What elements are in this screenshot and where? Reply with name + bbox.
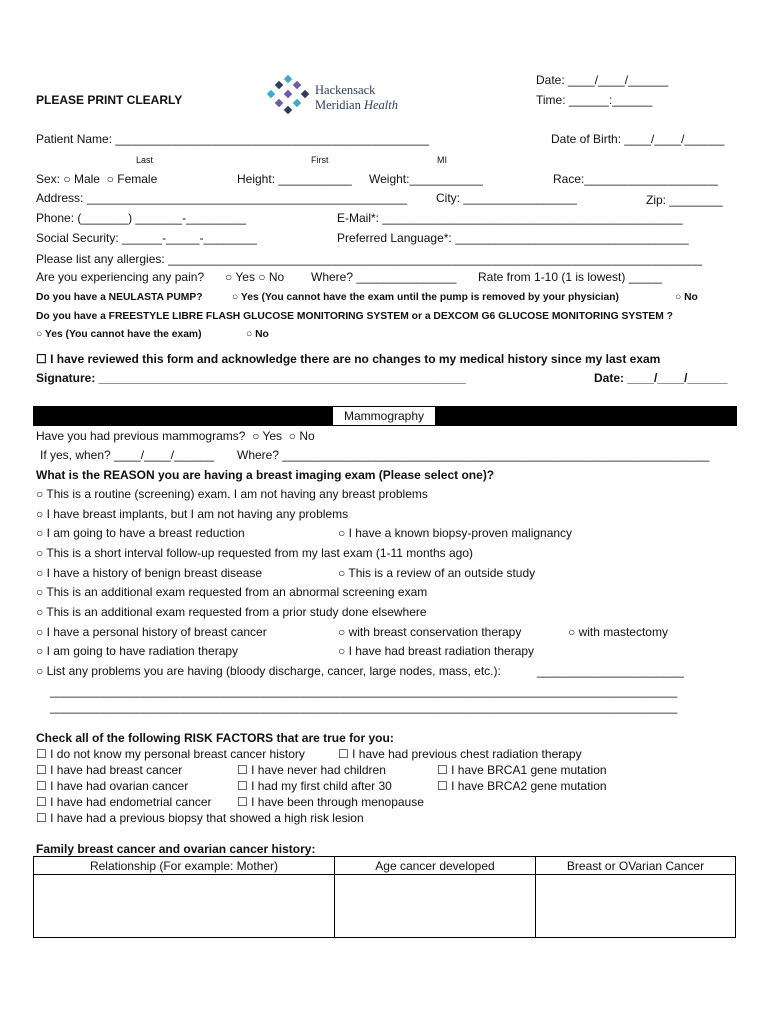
table-row bbox=[34, 875, 736, 938]
allergies-field[interactable]: Please list any allergies: ________________________________________________________________________________ bbox=[36, 252, 702, 266]
checkbox-icon: ☐ bbox=[36, 795, 47, 809]
radio-icon: ○ bbox=[258, 270, 266, 284]
dob-field[interactable]: Date of Birth: ____/____/______ bbox=[551, 132, 725, 146]
mi-caption: MI bbox=[437, 155, 447, 165]
radio-icon: ○ bbox=[63, 172, 71, 186]
female-radio[interactable]: ○ Female bbox=[106, 172, 158, 186]
family-cancer-type-cell[interactable] bbox=[536, 875, 736, 938]
radio-icon: ○ bbox=[36, 605, 44, 619]
checkbox-icon: ☐ bbox=[36, 763, 47, 777]
risk-checkbox-7[interactable]: ☐ I had my first child after 30 bbox=[237, 779, 392, 793]
logo-text-line1: Hackensack bbox=[315, 83, 376, 97]
checkbox-icon: ☐ bbox=[437, 779, 448, 793]
ssn-field[interactable]: Social Security: ______-_____-________ bbox=[36, 231, 257, 245]
language-field[interactable]: Preferred Language*: ___________________________________ bbox=[337, 231, 689, 245]
neulasta-question: Do you have a NEULASTA PUMP? bbox=[36, 292, 203, 303]
risk-factors-heading: Check all of the following RISK FACTORS that are true for you: bbox=[36, 731, 394, 745]
hackensack-logo bbox=[265, 74, 405, 120]
race-field[interactable]: Race:____________________ bbox=[553, 172, 718, 186]
last-name-caption: Last bbox=[136, 155, 154, 165]
radio-icon: ○ bbox=[225, 270, 233, 284]
reason-radio-8b[interactable]: ○ with breast conservation therapy bbox=[338, 625, 522, 639]
radio-icon: ○ bbox=[36, 664, 44, 678]
print-clearly-heading: PLEASE PRINT CLEARLY bbox=[36, 93, 183, 107]
reason-question: What is the REASON you are having a breast imaging exam (Please select one)? bbox=[36, 468, 495, 482]
prev-mammo-yes-radio[interactable]: ○ Yes bbox=[252, 429, 283, 443]
radio-icon: ○ bbox=[338, 566, 346, 580]
city-field[interactable]: City: _________________ bbox=[436, 191, 577, 205]
previous-mammogram-question: Have you had previous mammograms? ○ Yes ○ No bbox=[36, 429, 315, 443]
radio-icon: ○ bbox=[232, 292, 239, 303]
risk-checkbox-4[interactable]: ☐ I have never had children bbox=[237, 763, 386, 777]
risk-checkbox-6[interactable]: ☐ I have had ovarian cancer bbox=[36, 779, 189, 793]
family-relationship-cell[interactable] bbox=[34, 875, 335, 938]
reason-radio-9[interactable]: ○ I am going to have radiation therapy bbox=[36, 644, 239, 658]
reason-radio-1[interactable]: ○ This is a routine (screening) exam. I am not having any breast problems bbox=[36, 487, 428, 501]
checkbox-icon: ☐ bbox=[338, 747, 349, 761]
checkbox-icon: ☐ bbox=[36, 747, 47, 761]
logo-mark-icon bbox=[265, 74, 313, 120]
logo-text-line2: Meridian Health bbox=[315, 98, 398, 112]
prev-mammo-when-field[interactable]: If yes, when? ____/____/______ bbox=[40, 448, 215, 462]
neulasta-no-radio[interactable]: ○ No bbox=[675, 292, 698, 303]
neulasta-yes-radio[interactable]: ○ Yes (You cannot have the exam until the pump is removed by your physician) bbox=[232, 292, 619, 303]
reason-radio-10[interactable]: ○ List any problems you are having (bloody discharge, cancer, large nodes, mass, etc.): bbox=[36, 664, 501, 678]
pain-question: Are you experiencing any pain? bbox=[36, 270, 205, 284]
reason-radio-4[interactable]: ○ This is a short interval follow-up requested from my last exam (1-11 months ago) bbox=[36, 546, 473, 560]
address-field[interactable]: Address: ________________________________________________ bbox=[36, 191, 408, 205]
radio-icon: ○ bbox=[288, 429, 296, 443]
risk-checkbox-1[interactable]: ☐ I do not know my personal breast cancer history bbox=[36, 747, 305, 761]
sex-label: Sex: bbox=[36, 172, 61, 186]
signature-field[interactable]: Signature: _______________________________________________________ bbox=[36, 371, 466, 385]
family-col-relationship: Relationship (For example: Mother) bbox=[34, 857, 335, 875]
checkbox-icon: ☐ bbox=[36, 811, 47, 825]
glucose-question: Do you have a FREESTYLE LIBRE FLASH GLUCOSE MONITORING SYSTEM or a DEXCOM G6 GLUCOSE MONITORING SYSTEM ? bbox=[36, 311, 673, 322]
first-name-caption: First bbox=[311, 155, 329, 165]
prev-mammo-where-field[interactable]: Where? ________________________________________________________________ bbox=[237, 448, 710, 462]
problems-field[interactable]: ______________________ bbox=[537, 664, 684, 678]
radio-icon: ○ bbox=[338, 644, 346, 658]
reason-radio-8[interactable]: ○ I have a personal history of breast cancer bbox=[36, 625, 267, 639]
radio-icon: ○ bbox=[106, 172, 114, 186]
height-field[interactable]: Height: ___________ bbox=[237, 172, 352, 186]
glucose-yes-radio[interactable]: ○ Yes (You cannot have the exam) bbox=[36, 329, 202, 340]
email-field[interactable]: E-Mail*: _____________________________________________ bbox=[337, 211, 683, 225]
risk-checkbox-2[interactable]: ☐ I have had previous chest radiation therapy bbox=[338, 747, 582, 761]
radio-icon: ○ bbox=[36, 329, 43, 340]
time-field[interactable]: Time: ______:______ bbox=[536, 93, 653, 107]
radio-icon: ○ bbox=[338, 526, 346, 540]
radio-icon: ○ bbox=[246, 329, 253, 340]
radio-icon: ○ bbox=[252, 429, 260, 443]
family-col-cancer-type: Breast or OVarian Cancer bbox=[536, 857, 736, 875]
radio-icon: ○ bbox=[568, 625, 576, 639]
checkbox-icon: ☐ bbox=[237, 779, 248, 793]
mammography-heading: Mammography bbox=[332, 406, 436, 426]
risk-checkbox-5[interactable]: ☐ I have BRCA1 gene mutation bbox=[437, 763, 607, 777]
radio-icon: ○ bbox=[36, 546, 44, 560]
pain-no-radio[interactable]: ○ No bbox=[258, 270, 285, 284]
sex-row bbox=[36, 172, 157, 186]
reason-radio-7[interactable]: ○ This is an additional exam requested from a prior study done elsewhere bbox=[36, 605, 427, 619]
radio-icon: ○ bbox=[36, 507, 44, 521]
reason-radio-5b[interactable]: ○ This is a review of an outside study bbox=[338, 566, 536, 580]
pain-rate-field[interactable]: Rate from 1-10 (1 is lowest) _____ bbox=[478, 270, 663, 284]
risk-checkbox-10[interactable]: ☐ I have been through menopause bbox=[237, 795, 424, 809]
checkbox-icon: ☐ bbox=[237, 763, 248, 777]
reason-radio-3b[interactable]: ○ I have a known biopsy-proven malignancy bbox=[338, 526, 573, 540]
pain-options bbox=[225, 270, 284, 284]
checkbox-icon: ☐ bbox=[36, 352, 47, 366]
male-radio[interactable]: ○ Male bbox=[63, 172, 100, 186]
weight-field[interactable]: Weight:___________ bbox=[369, 172, 483, 186]
reason-radio-3[interactable]: ○ I am going to have a breast reduction bbox=[36, 526, 245, 540]
prev-mammo-no-radio[interactable]: ○ No bbox=[288, 429, 315, 443]
pain-where-field[interactable]: Where? _______________ bbox=[311, 270, 457, 284]
radio-icon: ○ bbox=[36, 487, 44, 501]
checkbox-icon: ☐ bbox=[36, 779, 47, 793]
risk-checkbox-11[interactable]: ☐ I have had a previous biopsy that showed a high risk lesion bbox=[36, 811, 364, 825]
radio-icon: ○ bbox=[36, 566, 44, 580]
reason-radio-2[interactable]: ○ I have breast implants, but I am not having any problems bbox=[36, 507, 349, 521]
risk-checkbox-8[interactable]: ☐ I have BRCA2 gene mutation bbox=[437, 779, 607, 793]
radio-icon: ○ bbox=[36, 526, 44, 540]
signature-date-field[interactable]: Date: ____/____/______ bbox=[594, 371, 728, 385]
reason-radio-9b[interactable]: ○ I have had breast radiation therapy bbox=[338, 644, 535, 658]
zip-field[interactable]: Zip: ________ bbox=[646, 193, 723, 207]
risk-checkbox-9[interactable]: ☐ I have had endometrial cancer bbox=[36, 795, 212, 809]
checkbox-icon: ☐ bbox=[437, 763, 448, 777]
reason-radio-8c[interactable]: ○ with mastectomy bbox=[568, 625, 668, 639]
family-col-age: Age cancer developed bbox=[335, 857, 536, 875]
reason-radio-6[interactable]: ○ This is an additional exam requested from an abnormal screening exam bbox=[36, 585, 428, 599]
problems-line-2[interactable]: ______________________________________________________________________________________________ bbox=[50, 700, 678, 714]
acknowledge-checkbox[interactable]: ☐ I have reviewed this form and acknowledge there are no changes to my medical history since my last exam bbox=[36, 352, 661, 366]
radio-icon: ○ bbox=[36, 644, 44, 658]
family-history-table bbox=[33, 856, 736, 938]
radio-icon: ○ bbox=[36, 585, 44, 599]
family-age-cell[interactable] bbox=[335, 875, 536, 938]
phone-field[interactable]: Phone: (_______) _______-_________ bbox=[36, 211, 247, 225]
patient-name-field[interactable]: Patient Name: _______________________________________________ bbox=[36, 132, 430, 146]
risk-checkbox-3[interactable]: ☐ I have had breast cancer bbox=[36, 763, 183, 777]
radio-icon: ○ bbox=[36, 625, 44, 639]
date-field[interactable]: Date: ____/____/______ bbox=[536, 73, 669, 87]
radio-icon: ○ bbox=[338, 625, 346, 639]
radio-icon: ○ bbox=[675, 292, 682, 303]
checkbox-icon: ☐ bbox=[237, 795, 248, 809]
problems-line-1[interactable]: ______________________________________________________________________________________________ bbox=[50, 684, 678, 698]
family-history-heading: Family breast cancer and ovarian cancer history: bbox=[36, 842, 316, 856]
glucose-no-radio[interactable]: ○ No bbox=[246, 329, 269, 340]
reason-radio-5[interactable]: ○ I have a history of benign breast disease bbox=[36, 566, 263, 580]
pain-yes-radio[interactable]: ○ Yes bbox=[225, 270, 255, 284]
